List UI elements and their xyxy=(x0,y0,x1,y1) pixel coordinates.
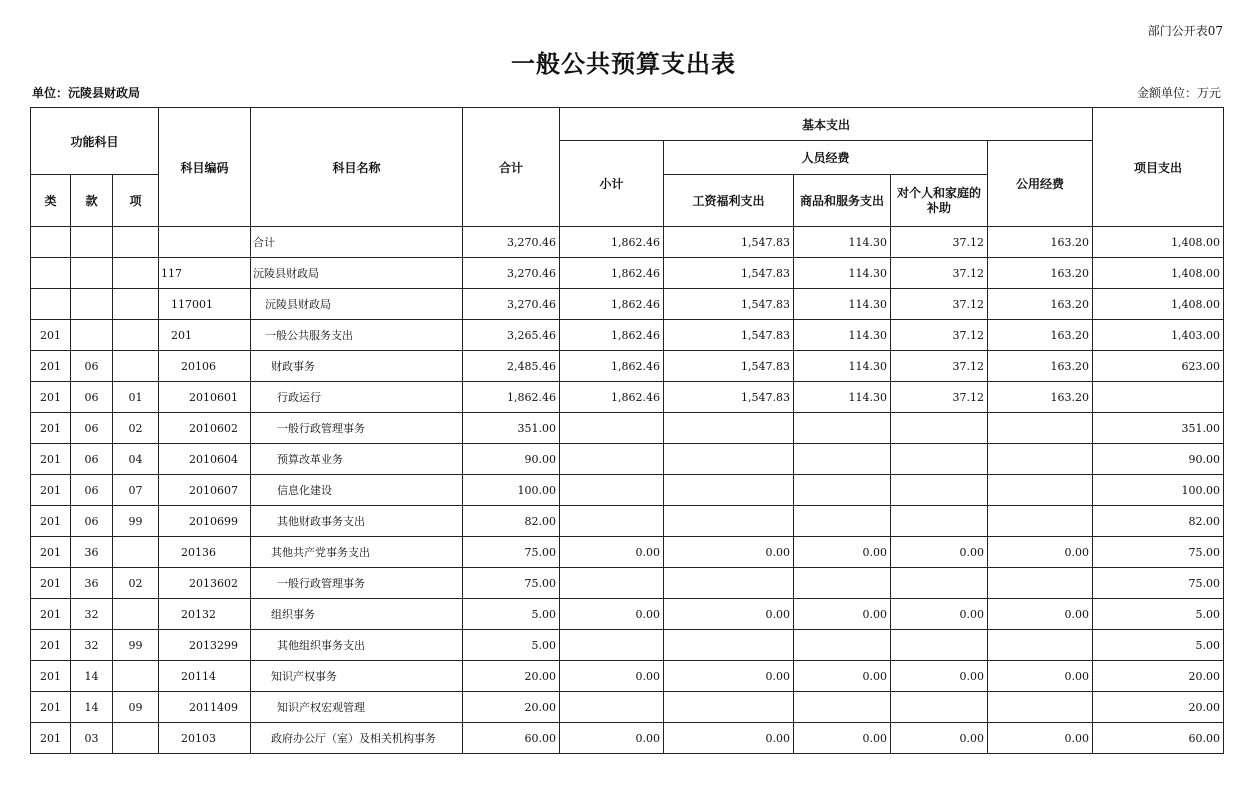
cell-salary xyxy=(664,475,794,506)
cell-subtotal: 1,862.46 xyxy=(560,382,664,413)
cell-project: 60.00 xyxy=(1093,723,1224,754)
unit-label: 单位：沅陵县财政局 xyxy=(32,86,141,100)
cell-salary xyxy=(664,444,794,475)
cell-salary xyxy=(664,506,794,537)
table-body xyxy=(31,227,1224,754)
cell-subsidy xyxy=(891,444,988,475)
cell-subsidy xyxy=(891,630,988,661)
table-row xyxy=(31,444,1224,475)
header-subtotal: 小计 xyxy=(560,141,664,227)
cell-kuan: 32 xyxy=(71,630,113,661)
cell-lei: 201 xyxy=(31,692,71,723)
cell-kuan: 06 xyxy=(71,382,113,413)
header-total: 合计 xyxy=(463,108,560,227)
cell-kuan: 06 xyxy=(71,506,113,537)
cell-total: 82.00 xyxy=(463,506,560,537)
cell-lei: 201 xyxy=(31,537,71,568)
cell-goods: 114.30 xyxy=(794,289,891,320)
cell-subtotal: 0.00 xyxy=(560,723,664,754)
cell-salary: 1,547.83 xyxy=(664,289,794,320)
cell-salary xyxy=(664,568,794,599)
cell-xiang xyxy=(113,599,159,630)
cell-lei: 201 xyxy=(31,661,71,692)
cell-public: 0.00 xyxy=(988,661,1093,692)
cell-name: 沅陵县财政局 xyxy=(251,258,463,289)
cell-public: 163.20 xyxy=(988,227,1093,258)
cell-code: 2010604 xyxy=(159,444,251,475)
cell-total: 1,862.46 xyxy=(463,382,560,413)
cell-public: 0.00 xyxy=(988,537,1093,568)
cell-total: 2,485.46 xyxy=(463,351,560,382)
cell-subsidy xyxy=(891,413,988,444)
cell-total: 3,270.46 xyxy=(463,227,560,258)
cell-subsidy: 0.00 xyxy=(891,723,988,754)
header-kuan: 款 xyxy=(71,175,113,227)
cell-project: 20.00 xyxy=(1093,661,1224,692)
cell-lei: 201 xyxy=(31,351,71,382)
cell-name: 政府办公厅（室）及相关机构事务 xyxy=(251,723,463,754)
cell-subsidy xyxy=(891,692,988,723)
page-title: 一般公共预算支出表 xyxy=(511,50,736,78)
cell-name: 其他共产党事务支出 xyxy=(251,537,463,568)
cell-project: 75.00 xyxy=(1093,568,1224,599)
header-basic: 基本支出 xyxy=(560,108,1093,141)
cell-project: 5.00 xyxy=(1093,599,1224,630)
cell-total: 3,265.46 xyxy=(463,320,560,351)
cell-goods: 0.00 xyxy=(794,723,891,754)
cell-project: 100.00 xyxy=(1093,475,1224,506)
table-row xyxy=(31,258,1224,289)
cell-lei: 201 xyxy=(31,413,71,444)
cell-code: 20106 xyxy=(159,351,251,382)
cell-subsidy: 0.00 xyxy=(891,661,988,692)
cell-name: 预算改革业务 xyxy=(251,444,463,475)
cell-public: 163.20 xyxy=(988,382,1093,413)
cell-subtotal: 0.00 xyxy=(560,661,664,692)
cell-salary: 1,547.83 xyxy=(664,227,794,258)
cell-subsidy: 0.00 xyxy=(891,537,988,568)
table-row xyxy=(31,630,1224,661)
cell-kuan: 06 xyxy=(71,444,113,475)
cell-xiang: 09 xyxy=(113,692,159,723)
cell-lei xyxy=(31,227,71,258)
header-project: 项目支出 xyxy=(1093,108,1224,227)
cell-subtotal: 0.00 xyxy=(560,599,664,630)
cell-public: 163.20 xyxy=(988,320,1093,351)
cell-salary: 0.00 xyxy=(664,723,794,754)
cell-lei: 201 xyxy=(31,568,71,599)
cell-code: 2011409 xyxy=(159,692,251,723)
cell-name: 合计 xyxy=(251,227,463,258)
cell-project: 82.00 xyxy=(1093,506,1224,537)
cell-xiang: 01 xyxy=(113,382,159,413)
cell-code: 2010602 xyxy=(159,413,251,444)
cell-goods: 0.00 xyxy=(794,599,891,630)
cell-subtotal xyxy=(560,475,664,506)
cell-total: 3,270.46 xyxy=(463,289,560,320)
cell-subtotal xyxy=(560,413,664,444)
header-xiang: 项 xyxy=(113,175,159,227)
cell-project: 1,408.00 xyxy=(1093,227,1224,258)
cell-subsidy: 37.12 xyxy=(891,289,988,320)
cell-public xyxy=(988,475,1093,506)
cell-subsidy: 37.12 xyxy=(891,320,988,351)
cell-salary: 0.00 xyxy=(664,599,794,630)
cell-total: 60.00 xyxy=(463,723,560,754)
table-row xyxy=(31,506,1224,537)
cell-public xyxy=(988,444,1093,475)
cell-xiang xyxy=(113,537,159,568)
cell-subtotal: 1,862.46 xyxy=(560,289,664,320)
cell-xiang: 99 xyxy=(113,506,159,537)
cell-xiang: 02 xyxy=(113,568,159,599)
header-lei: 类 xyxy=(31,175,71,227)
table-row xyxy=(31,599,1224,630)
cell-project: 351.00 xyxy=(1093,413,1224,444)
cell-subtotal xyxy=(560,692,664,723)
table-row xyxy=(31,537,1224,568)
header-public: 公用经费 xyxy=(988,141,1093,227)
cell-xiang xyxy=(113,320,159,351)
cell-project: 1,403.00 xyxy=(1093,320,1224,351)
cell-lei: 201 xyxy=(31,630,71,661)
cell-name: 其他组织事务支出 xyxy=(251,630,463,661)
cell-name: 财政事务 xyxy=(251,351,463,382)
cell-project xyxy=(1093,382,1224,413)
cell-subtotal xyxy=(560,506,664,537)
cell-kuan xyxy=(71,289,113,320)
cell-lei: 201 xyxy=(31,723,71,754)
cell-kuan: 36 xyxy=(71,568,113,599)
table-row xyxy=(31,320,1224,351)
cell-project: 75.00 xyxy=(1093,537,1224,568)
cell-salary xyxy=(664,413,794,444)
cell-subtotal: 1,862.46 xyxy=(560,258,664,289)
cell-xiang: 02 xyxy=(113,413,159,444)
cell-kuan xyxy=(71,258,113,289)
cell-subsidy: 37.12 xyxy=(891,382,988,413)
cell-kuan: 14 xyxy=(71,661,113,692)
header-func-subject: 功能科目 xyxy=(31,108,159,175)
cell-total: 3,270.46 xyxy=(463,258,560,289)
table-row xyxy=(31,289,1224,320)
cell-public xyxy=(988,568,1093,599)
cell-name: 知识产权事务 xyxy=(251,661,463,692)
cell-goods: 114.30 xyxy=(794,227,891,258)
cell-code: 2010607 xyxy=(159,475,251,506)
cell-xiang xyxy=(113,661,159,692)
cell-name: 一般行政管理事务 xyxy=(251,413,463,444)
cell-public xyxy=(988,413,1093,444)
cell-code: 2013299 xyxy=(159,630,251,661)
table-row xyxy=(31,351,1224,382)
cell-subtotal: 1,862.46 xyxy=(560,227,664,258)
cell-total: 351.00 xyxy=(463,413,560,444)
cell-lei: 201 xyxy=(31,444,71,475)
cell-total: 5.00 xyxy=(463,599,560,630)
cell-subtotal: 1,862.46 xyxy=(560,351,664,382)
cell-public: 163.20 xyxy=(988,351,1093,382)
cell-public xyxy=(988,506,1093,537)
cell-code: 201 xyxy=(159,320,251,351)
cell-name: 知识产权宏观管理 xyxy=(251,692,463,723)
cell-total: 20.00 xyxy=(463,661,560,692)
table-row xyxy=(31,661,1224,692)
cell-xiang xyxy=(113,258,159,289)
cell-project: 1,408.00 xyxy=(1093,289,1224,320)
cell-goods: 114.30 xyxy=(794,351,891,382)
cell-name: 信息化建设 xyxy=(251,475,463,506)
cell-code: 117 xyxy=(159,258,251,289)
cell-lei: 201 xyxy=(31,475,71,506)
cell-xiang xyxy=(113,351,159,382)
cell-kuan: 14 xyxy=(71,692,113,723)
cell-salary: 1,547.83 xyxy=(664,382,794,413)
cell-code: 117001 xyxy=(159,289,251,320)
cell-lei: 201 xyxy=(31,599,71,630)
cell-subtotal xyxy=(560,630,664,661)
budget-table xyxy=(30,107,1224,754)
cell-subtotal: 0.00 xyxy=(560,537,664,568)
cell-public: 163.20 xyxy=(988,289,1093,320)
cell-salary: 1,547.83 xyxy=(664,351,794,382)
cell-project: 1,408.00 xyxy=(1093,258,1224,289)
money-unit-label: 金额单位：万元 xyxy=(1136,86,1221,100)
cell-goods: 114.30 xyxy=(794,320,891,351)
cell-code: 20132 xyxy=(159,599,251,630)
cell-subsidy: 37.12 xyxy=(891,227,988,258)
cell-xiang xyxy=(113,227,159,258)
cell-kuan: 06 xyxy=(71,475,113,506)
cell-name: 其他财政事务支出 xyxy=(251,506,463,537)
table-row xyxy=(31,413,1224,444)
cell-total: 75.00 xyxy=(463,568,560,599)
cell-kuan: 06 xyxy=(71,351,113,382)
cell-subtotal xyxy=(560,444,664,475)
cell-lei: 201 xyxy=(31,382,71,413)
header-goods: 商品和服务支出 xyxy=(794,175,891,227)
cell-total: 5.00 xyxy=(463,630,560,661)
cell-kuan xyxy=(71,227,113,258)
cell-kuan: 03 xyxy=(71,723,113,754)
cell-salary xyxy=(664,630,794,661)
cell-kuan: 32 xyxy=(71,599,113,630)
table-row xyxy=(31,568,1224,599)
cell-goods: 0.00 xyxy=(794,661,891,692)
cell-code: 2013602 xyxy=(159,568,251,599)
cell-subsidy: 37.12 xyxy=(891,351,988,382)
cell-subsidy: 0.00 xyxy=(891,599,988,630)
table-row xyxy=(31,692,1224,723)
cell-goods xyxy=(794,506,891,537)
cell-goods xyxy=(794,475,891,506)
cell-subsidy xyxy=(891,506,988,537)
cell-project: 623.00 xyxy=(1093,351,1224,382)
table-row xyxy=(31,723,1224,754)
cell-kuan xyxy=(71,320,113,351)
cell-xiang: 99 xyxy=(113,630,159,661)
cell-public: 0.00 xyxy=(988,599,1093,630)
cell-subsidy xyxy=(891,475,988,506)
cell-total: 20.00 xyxy=(463,692,560,723)
cell-code: 2010601 xyxy=(159,382,251,413)
cell-code: 20136 xyxy=(159,537,251,568)
header-subsidy: 对个人和家庭的补助 xyxy=(891,175,988,227)
cell-project: 20.00 xyxy=(1093,692,1224,723)
cell-goods xyxy=(794,444,891,475)
cell-salary xyxy=(664,692,794,723)
cell-goods: 114.30 xyxy=(794,258,891,289)
cell-public: 0.00 xyxy=(988,723,1093,754)
header-name: 科目名称 xyxy=(251,108,463,227)
cell-xiang xyxy=(113,723,159,754)
cell-subtotal: 1,862.46 xyxy=(560,320,664,351)
cell-total: 75.00 xyxy=(463,537,560,568)
cell-goods: 0.00 xyxy=(794,537,891,568)
cell-xiang: 07 xyxy=(113,475,159,506)
cell-subtotal xyxy=(560,568,664,599)
cell-project: 90.00 xyxy=(1093,444,1224,475)
cell-subsidy xyxy=(891,568,988,599)
cell-goods xyxy=(794,692,891,723)
cell-name: 组织事务 xyxy=(251,599,463,630)
cell-lei xyxy=(31,289,71,320)
cell-kuan: 36 xyxy=(71,537,113,568)
cell-name: 一般行政管理事务 xyxy=(251,568,463,599)
cell-name: 沅陵县财政局 xyxy=(251,289,463,320)
cell-kuan: 06 xyxy=(71,413,113,444)
form-tag: 部门公开表07 xyxy=(1147,24,1223,38)
cell-public xyxy=(988,630,1093,661)
cell-salary: 0.00 xyxy=(664,661,794,692)
table-row xyxy=(31,475,1224,506)
header-code: 科目编码 xyxy=(159,108,251,227)
cell-salary: 1,547.83 xyxy=(664,258,794,289)
cell-name: 一般公共服务支出 xyxy=(251,320,463,351)
cell-lei xyxy=(31,258,71,289)
cell-xiang: 04 xyxy=(113,444,159,475)
cell-subsidy: 37.12 xyxy=(891,258,988,289)
cell-lei: 201 xyxy=(31,320,71,351)
cell-code: 20114 xyxy=(159,661,251,692)
cell-project: 5.00 xyxy=(1093,630,1224,661)
cell-total: 90.00 xyxy=(463,444,560,475)
cell-public xyxy=(988,692,1093,723)
cell-total: 100.00 xyxy=(463,475,560,506)
table-row xyxy=(31,227,1224,258)
cell-xiang xyxy=(113,289,159,320)
cell-salary: 1,547.83 xyxy=(664,320,794,351)
cell-goods xyxy=(794,630,891,661)
header-personnel: 人员经费 xyxy=(664,141,988,175)
table-row xyxy=(31,382,1224,413)
cell-goods: 114.30 xyxy=(794,382,891,413)
cell-salary: 0.00 xyxy=(664,537,794,568)
cell-code xyxy=(159,227,251,258)
cell-public: 163.20 xyxy=(988,258,1093,289)
cell-code: 2010699 xyxy=(159,506,251,537)
cell-code: 20103 xyxy=(159,723,251,754)
cell-lei: 201 xyxy=(31,506,71,537)
cell-goods xyxy=(794,568,891,599)
cell-name: 行政运行 xyxy=(251,382,463,413)
header-salary: 工资福利支出 xyxy=(664,175,794,227)
cell-goods xyxy=(794,413,891,444)
